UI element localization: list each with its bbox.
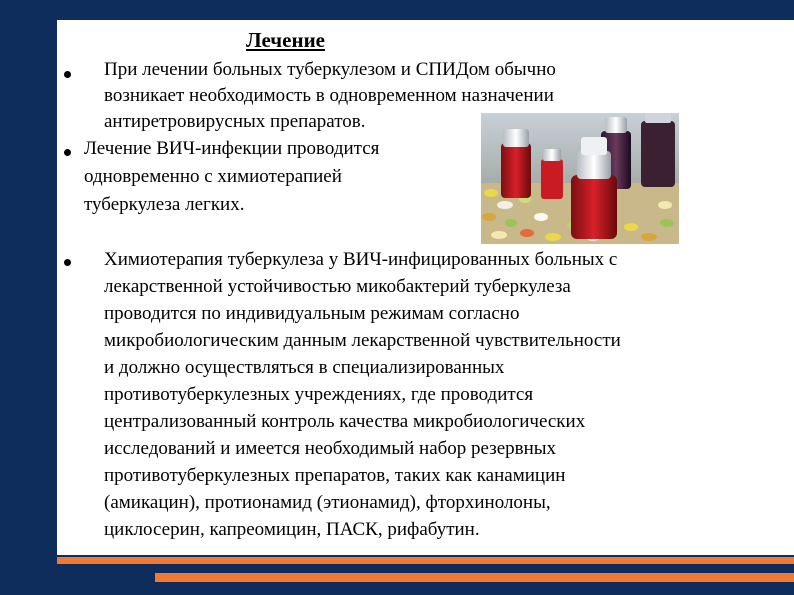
bullet-3-line-9: противотуберкулезных препаратов, таких как канамицин [104,465,566,486]
bullet-3-line-8: исследований и имеется необходимый набор резервных [104,438,557,459]
bullet-3-line-1: Химиотерапия туберкулеза у ВИЧ-инфицированных больных с [104,249,618,270]
bullet-1-line-1: При лечении больных туберкулезом и СПИДом обычно [104,59,556,80]
bullet-marker [64,71,71,78]
bullet-2-line-3: туберкулеза легких. [84,194,245,215]
slide-title: Лечение [246,28,325,52]
accent-stripe-bottom [155,573,794,582]
bullet-3-line-7: централизованный контроль качества микробиологических [104,411,586,432]
bullet-1-line-2: возникает необходимость в одновременном назначении [104,85,554,106]
bullet-marker [64,149,71,156]
accent-stripe-top [57,557,794,564]
bullet-3-line-10: (амикацин), протионамид (этионамид), фторхинолоны, [104,492,551,513]
bullet-3-line-5: и должно осуществляться в специализированных [104,357,505,378]
bullet-3-line-3: проводится по индивидуальным режимам согласно [104,303,520,324]
bullet-3-line-11: циклосерин, капреомицин, ПАСК, рифабутин. [104,519,480,540]
bullet-3-line-4: микробиологическим данным лекарственной чувствительности [104,330,621,351]
bullet-marker [64,259,71,266]
bullet-2-line-1: Лечение ВИЧ-инфекции проводится [84,138,380,159]
medicine-photo [481,113,679,244]
medicine-bottles-icon [481,113,679,244]
bullet-3-line-2: лекарственной устойчивостью микобактерий туберкулеза [104,276,571,297]
bullet-1-line-3: антиретровирусных препаратов. [104,111,366,132]
bullet-3-line-6: противотуберкулезных учреждениях, где проводится [104,384,534,405]
bullet-2-line-2: одновременно с химиотерапией [84,166,342,187]
